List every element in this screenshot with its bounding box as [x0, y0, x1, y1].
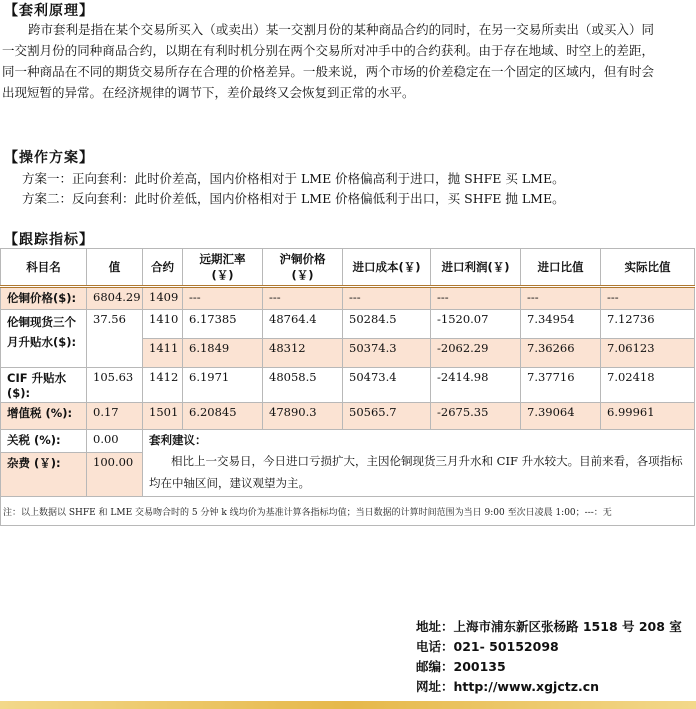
row-contract: 1409 [143, 287, 183, 310]
row-import-cost: 50565.7 [343, 403, 431, 430]
row-import-ratio: 7.37716 [521, 368, 601, 403]
row-import-ratio: 7.34954 [521, 310, 601, 339]
row-contract: 1410 [143, 310, 183, 339]
row-shfe-price: 48764.4 [263, 310, 343, 339]
col-header-forward-fx: 远期汇率(￥) [183, 249, 263, 287]
row-forward-fx: 6.1849 [183, 339, 263, 368]
table-row [1, 403, 695, 430]
row-contract: 1412 [143, 368, 183, 403]
row-import-cost: 50374.3 [343, 339, 431, 368]
row-value: 0.00 [87, 430, 143, 453]
col-header-subject: 科目名 [1, 249, 87, 287]
row-label: 伦铜价格($): [1, 287, 87, 310]
table-note-row [1, 497, 695, 526]
row-value: 37.56 [87, 310, 143, 368]
contact-website: 网址：http://www.xgjctz.cn [416, 679, 600, 694]
row-value: 0.17 [87, 403, 143, 430]
row-import-ratio: 7.39064 [521, 403, 601, 430]
row-import-cost: --- [343, 287, 431, 310]
row-actual-ratio: --- [601, 287, 695, 310]
col-header-contract: 合约 [143, 249, 183, 287]
row-actual-ratio: 6.99961 [601, 403, 695, 430]
row-import-profit: -1520.07 [431, 310, 521, 339]
advice-body: 相比上一交易日，今日进口亏损扩大，主因伦铜现货三月升水和 CIF 升水较大。目前来看，各项指标均在中轴区间，建议观望为主。 [149, 454, 683, 490]
table-note: 注：以上数据以 SHFE 和 LME 交易吻合时的 5 分钟 k 线均价为基准计算各指标均值；当日数据的计算时间范围为当日 9:00 至次日凌晨 1:00；---：无 [1, 497, 695, 526]
row-import-cost: 50284.5 [343, 310, 431, 339]
row-forward-fx: 6.1971 [183, 368, 263, 403]
section-title-arbitrage-principle: 【套利原理】 [4, 3, 94, 19]
row-import-cost: 50473.4 [343, 368, 431, 403]
col-header-actual-ratio: 实际比值 [601, 249, 695, 287]
row-label: 伦铜现货三个月升贴水($): [1, 310, 87, 368]
row-import-profit: --- [431, 287, 521, 310]
table-row [1, 430, 695, 453]
bottom-decorative-bar [0, 701, 696, 709]
col-header-shfe-price: 沪铜价格(￥) [263, 249, 343, 287]
col-header-import-cost: 进口成本(￥) [343, 249, 431, 287]
row-shfe-price: 48058.5 [263, 368, 343, 403]
row-contract: 1501 [143, 403, 183, 430]
tracking-indicators-table [0, 248, 695, 526]
contact-phone: 电话：021- 50152098 [416, 639, 559, 654]
col-header-value: 值 [87, 249, 143, 287]
row-shfe-price: --- [263, 287, 343, 310]
table-header-row [1, 249, 695, 287]
row-value: 105.63 [87, 368, 143, 403]
arbitrage-principle-paragraph: 跨市套利是指在某个交易所买入（或卖出）某一交割月份的某种商品合约的同时，在另一交易所卖出（或买入）同一交割月份的同种商品合约，以期在有利时机分别在两个交易所对冲手中的合约获利。由于存在地域、时空上的差距，同一种商品在不同的期货交易所存在合理的价格差异。一般来说，两个市场的价差稳定在一个固定的区域内，但有时会出现短暂的异常。在经济规律的调节下，差价最终又会恢复到正常的水平。 [2, 22, 654, 100]
row-forward-fx: 6.17385 [183, 310, 263, 339]
table-row [1, 310, 695, 339]
plan-two: 方案二：反向套利：此时价差低，国内价格相对于 LME 价格偏低利于出口，买 SHFE 抛 LME。 [22, 191, 565, 206]
row-label: 关税 (%): [1, 430, 87, 453]
contact-info [416, 617, 682, 697]
row-actual-ratio: 7.02418 [601, 368, 695, 403]
table-row [1, 287, 695, 310]
row-import-ratio: 7.36266 [521, 339, 601, 368]
plan-one: 方案一：正向套利：此时价差高，国内价格相对于 LME 价格偏高利于进口，抛 SHFE 买 LME。 [22, 171, 565, 186]
row-label: 增值税 (%): [1, 403, 87, 430]
table-row [1, 368, 695, 403]
row-label: 杂费 (￥): [1, 452, 87, 496]
row-import-profit: -2062.29 [431, 339, 521, 368]
row-shfe-price: 47890.3 [263, 403, 343, 430]
advice-title: 套利建议： [149, 433, 207, 447]
row-forward-fx: --- [183, 287, 263, 310]
row-contract: 1411 [143, 339, 183, 368]
row-actual-ratio: 7.12736 [601, 310, 695, 339]
row-import-profit: -2414.98 [431, 368, 521, 403]
contact-postcode: 邮编：200135 [416, 659, 506, 674]
arbitrage-advice [143, 430, 695, 497]
section-title-tracking-indicators: 【跟踪指标】 [4, 232, 94, 248]
contact-address: 地址：上海市浦东新区张杨路 1518 号 208 室 [416, 619, 682, 634]
row-shfe-price: 48312 [263, 339, 343, 368]
row-label: CIF 升贴水($): [1, 368, 87, 403]
col-header-import-ratio: 进口比值 [521, 249, 601, 287]
section-title-operation-plan: 【操作方案】 [4, 150, 94, 166]
row-value: 100.00 [87, 452, 143, 496]
row-import-ratio: --- [521, 287, 601, 310]
row-value: 6804.29 [87, 287, 143, 310]
col-header-import-profit: 进口利润(￥) [431, 249, 521, 287]
row-import-profit: -2675.35 [431, 403, 521, 430]
row-forward-fx: 6.20845 [183, 403, 263, 430]
row-actual-ratio: 7.06123 [601, 339, 695, 368]
